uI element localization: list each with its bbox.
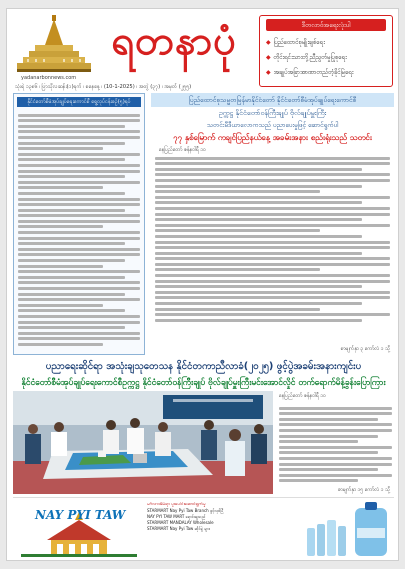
text-line bbox=[279, 468, 378, 471]
pagoda-emblem-icon bbox=[15, 15, 93, 77]
text-line bbox=[155, 196, 390, 199]
text-line bbox=[18, 309, 125, 312]
text-line bbox=[18, 231, 140, 234]
inside-item-label: အချုပ်အခြာအာဏာတည်တံ့ခိုင်မြဲရေး bbox=[273, 69, 354, 76]
ad-row: NAY PYI TAW MART ရောင်းချသည် bbox=[147, 514, 206, 519]
diamond-icon: ◆ bbox=[266, 69, 271, 76]
text-line bbox=[18, 114, 140, 117]
left-column-box bbox=[13, 93, 145, 355]
text-line bbox=[279, 479, 358, 482]
advertisement bbox=[13, 497, 394, 558]
ad-info bbox=[147, 502, 315, 532]
photo-side-story bbox=[277, 391, 394, 494]
text-line bbox=[279, 435, 378, 438]
text-line bbox=[18, 293, 125, 296]
text-line bbox=[155, 252, 362, 255]
text-line bbox=[18, 164, 140, 167]
inside-heading: ဒီတလာဝ်အရေးလုံးပါ bbox=[266, 19, 386, 31]
text-line bbox=[18, 287, 140, 290]
text-line bbox=[155, 235, 362, 238]
text-line bbox=[155, 263, 390, 266]
story-headline: ၇၇ နှစ်မြောက် ကချင်ပြည်နယ်နေ့ အခမ်းအနား စည်းရုံးသည် သတင်း bbox=[173, 133, 372, 142]
text-line bbox=[279, 418, 378, 421]
masthead bbox=[15, 15, 255, 85]
text-line bbox=[155, 268, 320, 271]
text-line bbox=[155, 296, 390, 299]
text-line bbox=[155, 246, 390, 249]
site-url: yadanarbonnews.com bbox=[21, 75, 77, 81]
continued-note: စာမျက်နှာ ၃ ကော်လံ ၁ သို့ bbox=[340, 346, 390, 352]
text-line bbox=[18, 237, 140, 240]
text-line bbox=[18, 337, 140, 340]
ad-row: STARMART MANDALAY Wholesale bbox=[147, 520, 214, 525]
text-line bbox=[279, 407, 392, 410]
story-subhead-2: သတင်းမီဒီယာလောကသည် ပညာပေးမှုဖြင့် ဆောင်ရွက်ပါ bbox=[206, 121, 339, 129]
text-line bbox=[155, 302, 362, 305]
story-subhead: ဥက္ကဋ္ဌ နိုင်ငံတော်ဝန်ကြီးချုပ် ဗိုလ်ချုပ်မှူးကြီး bbox=[218, 109, 327, 117]
text-line bbox=[18, 158, 125, 161]
text-line bbox=[18, 175, 125, 178]
text-line bbox=[279, 423, 392, 426]
banner-headline: ပညာရေးဆိုင်ရာ အသုံးချသုတေသန နိုင်ငံတကာညီလာခံ(၂၀၂၅) ဖွင့်ပွဲအခမ်းအနားကျင်းပ bbox=[45, 361, 362, 372]
text-line bbox=[155, 201, 362, 204]
text-line bbox=[155, 313, 390, 316]
text-line bbox=[18, 192, 125, 195]
text-line bbox=[155, 185, 362, 188]
text-line bbox=[18, 214, 140, 217]
text-line bbox=[18, 265, 103, 268]
text-line bbox=[18, 321, 140, 324]
text-line bbox=[18, 170, 140, 173]
text-line bbox=[155, 291, 390, 294]
text-line bbox=[18, 270, 140, 273]
text-line bbox=[155, 280, 390, 283]
text-line bbox=[18, 276, 125, 279]
text-line bbox=[18, 198, 140, 201]
text-line bbox=[155, 162, 390, 165]
text-line bbox=[279, 457, 392, 460]
inside-item bbox=[266, 35, 386, 50]
text-line bbox=[18, 332, 140, 335]
story-byline: နေပြည်တော် ဇန်နဝါရီ ၁၀ bbox=[159, 147, 206, 153]
story-body bbox=[151, 157, 394, 322]
text-line bbox=[155, 190, 320, 193]
text-line bbox=[18, 315, 140, 318]
text-line bbox=[155, 257, 390, 260]
text-line bbox=[279, 463, 392, 466]
text-line bbox=[279, 412, 392, 415]
text-line bbox=[279, 440, 358, 443]
story-kicker: ပြည်ထောင်စုသမ္မတမြန်မာနိုင်ငံတော် နိုင်ငံတော်စီမံအုပ်ချုပ်ရေးကောင်စီ bbox=[151, 93, 394, 107]
text-line bbox=[18, 259, 125, 262]
left-column-heading: နိုင်ငံတော်စီမံအုပ်ချုပ်ရေးကောင်စီ ရွေ့လုပ်ငန်းစဉ်(၅)ရပ် bbox=[17, 97, 141, 107]
dateline: သုံးရဲ ၁၃၈၆ ၊ ပြာသိုလဆန်း(၁)ရက် ၊ စနေနေ့ ၊ (10-1-2025) ၊ အတွဲ (၃၇) ၊ အမှတ် (၂၅၅) bbox=[15, 84, 192, 90]
text-line bbox=[18, 181, 140, 184]
text-line bbox=[18, 248, 140, 251]
text-line bbox=[155, 274, 390, 277]
ad-row: STARMART Nay Pyi Taw ဆိုင်ခွဲ များ bbox=[147, 526, 210, 531]
inside-list bbox=[260, 31, 392, 84]
text-line bbox=[279, 446, 392, 449]
text-line bbox=[18, 326, 125, 329]
side-story-byline: နေပြည်တော် ဇန်နဝါရီ ၁၀ bbox=[279, 393, 326, 399]
text-line bbox=[279, 451, 378, 454]
inside-item-label: ပြည်ထောင်စုမျိုးချစ်ရေး bbox=[273, 39, 325, 46]
inside-item bbox=[266, 50, 386, 65]
inside-item-label: တိုင်းရင်းသားတို့ညီညွတ်မှုပြုစုရေး bbox=[273, 54, 347, 61]
inside-box bbox=[259, 15, 393, 87]
top-story bbox=[151, 93, 394, 355]
text-line bbox=[155, 218, 362, 221]
text-line bbox=[155, 308, 320, 311]
text-line bbox=[18, 203, 140, 206]
text-line bbox=[18, 253, 140, 256]
text-line bbox=[18, 130, 140, 133]
event-photo bbox=[13, 391, 273, 494]
text-line bbox=[155, 168, 362, 171]
text-line bbox=[279, 474, 392, 477]
ad-row: မင်္ဂလာအိမ်ရာ ပူးပေါင်းဆောင်ရွက်မှု bbox=[147, 502, 206, 507]
text-line bbox=[18, 136, 140, 139]
text-line bbox=[155, 207, 390, 210]
text-line bbox=[18, 242, 125, 245]
side-continued-note: စာမျက်နှာ ၁၅ ကော်လံ ၁ သို့ bbox=[337, 487, 390, 493]
water-bottles-icon bbox=[303, 500, 393, 558]
text-line bbox=[18, 119, 140, 122]
banner-subheadline: နိုင်ငံတော်စီမံအုပ်ချုပ်ရေးကောင်စီဥက္ကဋ္ဌ နိုင်ငံတော်ဝန်ကြီးချုပ် ဗိုလ်ချုပ်မှူးကြီးမင်းအောင်လှိုင် တက်ရောက်မိန့်ခွန်းပြောကြား bbox=[21, 377, 386, 387]
inside-item bbox=[266, 65, 386, 80]
text-line bbox=[18, 281, 140, 284]
text-line bbox=[18, 298, 140, 301]
text-line bbox=[18, 220, 140, 223]
left-column-text bbox=[14, 109, 144, 351]
text-line bbox=[155, 224, 390, 227]
text-line bbox=[279, 429, 392, 432]
text-line bbox=[18, 304, 103, 307]
text-line bbox=[155, 285, 362, 288]
diamond-icon: ◆ bbox=[266, 39, 271, 46]
text-line bbox=[155, 241, 390, 244]
newspaper-title: ရတနာပုံ bbox=[111, 17, 237, 64]
text-line bbox=[18, 125, 125, 128]
text-line bbox=[155, 229, 320, 232]
text-line bbox=[155, 179, 390, 182]
text-line bbox=[155, 319, 362, 322]
diamond-icon: ◆ bbox=[266, 54, 271, 61]
text-line bbox=[155, 173, 390, 176]
newspaper-page bbox=[6, 8, 399, 561]
ad-row: STARMART Nay Pyi Taw Branch ဖွင့်လှစ်ပြီ bbox=[147, 508, 224, 513]
text-line bbox=[18, 225, 103, 228]
text-line bbox=[18, 153, 140, 156]
text-line bbox=[155, 157, 390, 160]
text-line bbox=[18, 142, 125, 145]
text-line bbox=[18, 209, 125, 212]
text-line bbox=[18, 147, 103, 150]
text-line bbox=[18, 186, 103, 189]
side-story-body bbox=[277, 402, 394, 487]
ad-brand: NAY PYI TAW bbox=[35, 508, 126, 522]
text-line bbox=[18, 343, 103, 346]
text-line bbox=[155, 213, 390, 216]
